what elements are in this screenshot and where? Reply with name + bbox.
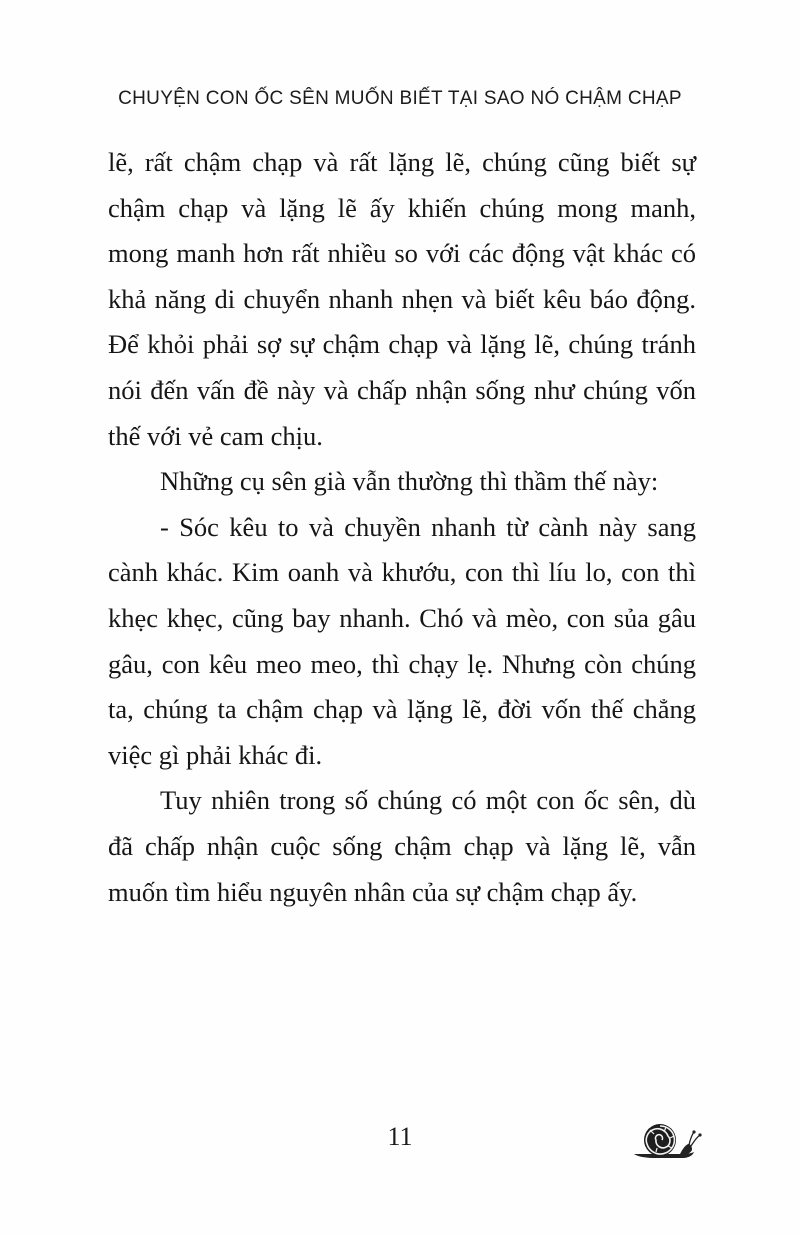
- paragraph-curious-snail: Tuy nhiên trong số chúng có một con ốc sên, dù đã chấp nhận cuộc sống chậm chạp và lặng lẽ, vẫn muốn tìm hiểu nguyên nhân của sự chậm chạp ấy.: [108, 785, 696, 907]
- paragraph-dialogue: - Sóc kêu to và chuyền nhanh từ cành này sang cành khác. Kim oanh và khướu, con thì líu lo, con thì khẹc khẹc, cũng bay nhanh. Chó và mèo, con sủa gâu gâu, con kêu meo meo, thì chạy lẹ. Nhưng còn chúng ta, chúng ta chậm chạp và lặng lẽ, đời vốn thế chẳng việc gì phải khác đi.: [108, 511, 696, 770]
- running-header: CHUYỆN CON ỐC SÊN MUỐN BIẾT TẠI SAO NÓ CHẬM CHẠP: [118, 88, 682, 109]
- paragraph-elder-snails: Những cụ sên già vẫn thường thì thầm thế này:: [160, 466, 659, 497]
- body-text: [108, 140, 696, 915]
- paragraph-continuation: lẽ, rất chậm chạp và rất lặng lẽ, chúng cũng biết sự chậm chạp và lặng lẽ ấy khiến chúng mong manh, mong manh hơn rất nhiều so với các động vật khác có khả năng di chuyển nhanh nhẹn và biết kêu báo động. Để khỏi phải sợ sự chậm chạp và lặng lẽ, chúng tránh nói đến vấn đề này và chấp nhận sống như chúng vốn thế với vẻ cam chịu.: [108, 147, 696, 451]
- page-number: 11: [387, 1122, 413, 1151]
- snail-icon: [630, 1118, 702, 1162]
